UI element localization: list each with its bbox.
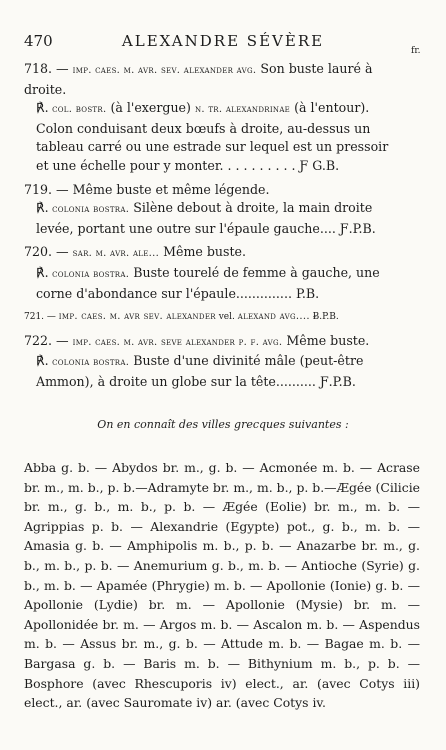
reference: Ƒ.P.B. — [319, 373, 356, 389]
reference: Ƀ.P.B. — [309, 312, 339, 323]
obverse-description: Son buste lauré à droite. — [24, 61, 373, 97]
obverse-legend: sar. m. avr. ale... — [72, 248, 160, 260]
reverse-line — [24, 199, 390, 238]
obverse-line — [24, 308, 390, 327]
dash: — — [52, 332, 73, 348]
reverse-legend: colonia bostra. — [48, 268, 130, 280]
obverse-description: Même buste. — [282, 332, 370, 348]
obverse-description: Même buste. — [159, 244, 247, 260]
reverse-legend: colonia bostra. — [48, 357, 130, 369]
entry-718 — [24, 60, 390, 176]
entry-number: 720. — [24, 244, 53, 260]
reverse-symbol: ℟. — [36, 200, 49, 216]
obverse-line — [24, 332, 390, 353]
entry-number: 722. — [24, 332, 53, 348]
reverse-symbol: ℟. — [36, 264, 49, 280]
entry-720 — [24, 243, 390, 303]
obverse-legend: imp. caes. m. avr. sev. alexander avg. — [72, 65, 257, 76]
reference: Ƒ G.B. — [299, 157, 340, 173]
running-header — [0, 32, 446, 52]
city-list: Abba g. b. — Abydos br. m., g. b. — Acmonée m. b. — Acrase br. m., m. b., p. b.—Adramyte br. m., m. b., p. b.—Ægée (Cilicie br. m., g. b., m. b., p. b. — Ægée (Eolie) br. m., m. b. — Agrippias p. b. — Alexandrie (Egypte) pot., g. b., m. b. — Amasia g. b. — Amphipolis m. b., p. b. — Anazarbe br. m., g. b., m. b., p. b. — Anemurium g. b., m. b. — Antioche (Syrie) g. b., m. b. — Apamée (Phrygie) m. b. — Apollonie (Ionie) g. b. — Apollonie (Lydie) br. m. — Apollonie (Mysie) br. m. — Apollonidée br. m. — Argos m. b. — Ascalon m. b. — Aspendus m. b. — Assus br. m., g. b. — Attude m. b. — Bagae m. b. — Bargasa g. b. — Baris m. b. — Bithynium m. b., p. b. — Bosphore (avec Rhescuporis iv) elect., ar. (avec Cotys iii) elect., ar. (avec Sauromate iv) ar. (avec Cotys iv. — [24, 460, 420, 711]
dash: — — [52, 61, 73, 76]
reverse-line — [24, 264, 390, 303]
obverse-legend: alexand avg.... — [237, 311, 310, 323]
page-number: 470 — [24, 32, 53, 50]
obverse-line — [24, 243, 390, 264]
entry-number: 721. — [24, 312, 45, 323]
reverse-legend: col. bostr. — [48, 104, 107, 116]
coin-entries — [24, 60, 390, 397]
entry-number: 718. — [24, 61, 53, 76]
reverse-legend: colonia bostra. — [48, 204, 130, 216]
obverse-description: Même buste et même légende. — [72, 181, 270, 197]
reverse-description: Silène debout à droite, la main droite levée, portant une outre sur l'épaule gauche.... — [36, 200, 373, 236]
reverse-line — [24, 99, 390, 175]
reference: Ƒ.P.B. — [339, 220, 376, 236]
dash: — — [44, 312, 59, 323]
reverse-symbol: ℟. — [36, 353, 49, 369]
reverse-description: (à l'entour). Colon conduisant deux bœufs à droite, au-dessus un tableau carré ou une estrade sur lequel est un pressoir et une échelle pour y monter. . . . . . . . . . — [36, 100, 389, 173]
obverse-legend: imp. caes. m. avr. seve alexander p. f. avg. — [72, 336, 283, 348]
obverse-line — [24, 181, 390, 200]
dash: — — [52, 244, 73, 260]
obverse-line — [24, 60, 390, 99]
section-heading: On en connaît des villes grecques suivantes : — [97, 418, 349, 431]
entry-719 — [24, 181, 390, 239]
entry-722 — [24, 332, 390, 392]
reverse-symbol: ℟. — [36, 100, 49, 116]
obverse-legend: imp. caes. m. avr sev. alexander — [58, 311, 216, 323]
reverse-text: (à l'exergue) — [106, 100, 195, 116]
reverse-description: Buste tourelé de femme à gauche, une corne d'abondance sur l'épaule.............. — [36, 264, 380, 301]
reverse-description: Buste d'une divinité mâle (peut-être Ammon), à droite un globe sur la tête.......... — [36, 353, 364, 389]
margin-note: fr. — [411, 46, 421, 56]
reverse-legend: n. tr. alexandrinae — [194, 104, 291, 116]
entry-721 — [24, 308, 390, 327]
obverse-description: vel. — [215, 312, 238, 323]
dash: — — [52, 181, 73, 197]
reference: P.B. — [295, 285, 320, 301]
running-title: ALEXANDRE SÉVÈRE — [121, 32, 325, 50]
reverse-line — [24, 352, 390, 391]
entry-number: 719. — [24, 181, 53, 197]
